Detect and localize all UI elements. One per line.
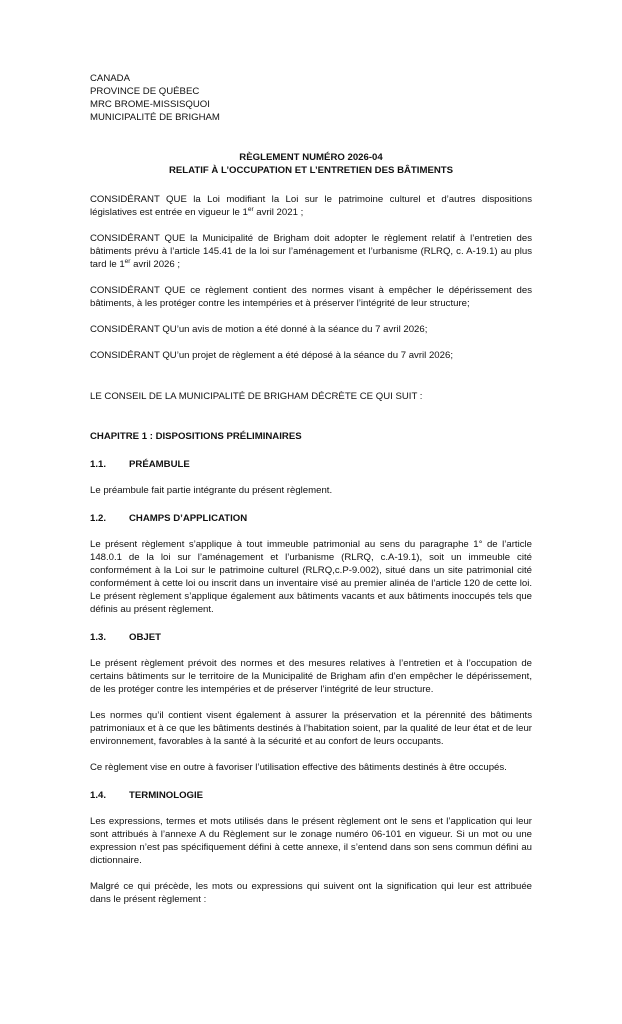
section-number: 1.1. — [90, 459, 107, 470]
chapter-heading: CHAPITRE 1 : DISPOSITIONS PRÉLIMINAIRES — [90, 431, 302, 442]
section-1-4-paragraph-2: Malgré ce qui précède, les mots ou expressions qui suivent ont la signification qui leur est attribuée dans le présent règlement : — [90, 881, 532, 905]
considerant-1-end: avril 2021 ; — [253, 207, 304, 218]
section-1-4-paragraph-1: Les expressions, termes et mots utilisés dans le présent règlement ont le sens et l’application qui leur sont attribués à l’annexe A du Règlement sur le zonage numéro 06-101 en vigueur. Si un mot ou une expression n’est pas spécifiquement défini à cette annexe, il s’entend dans son sens commun défini au dictionnaire. — [90, 816, 532, 866]
section-heading-1-3 — [90, 631, 532, 644]
section-1-2-paragraph: Le présent règlement s’applique à tout immeuble patrimonial au sens du paragraphe 1° de l’article 148.0.1 de la loi sur l’aménagement et l’urbanisme (RLRQ, c.A-19.1), soit un immeuble cité conformément à la Loi sur le patrimoine culturel (RLRQ,c.P-9.002), situé dans un site patrimonial cité conformément à cette loi ou inscrit dans un inventaire visé au premier alinéa de l’article 120 de cette loi. Le présent règlement s’applique également aux bâtiments vacants et aux bâtiments inoccupés tels que définis au présent règlement. — [90, 539, 532, 615]
considerant-4: CONSIDÉRANT QU’un avis de motion a été donné à la séance du 7 avril 2026; — [90, 324, 428, 335]
considerant-1 — [90, 193, 532, 219]
ordinal-suffix: er — [247, 206, 254, 213]
considerant-1-text: CONSIDÉRANT QUE la Loi modifiant la Loi sur le patrimoine culturel et d’autres dispositions législatives est entrée en vigueur le 1 — [90, 194, 532, 218]
header-municipality: MUNICIPALITÉ DE BRIGHAM — [90, 112, 220, 123]
considerant-2-text: CONSIDÉRANT QUE la Municipalité de Brigham doit adopter le règlement relatif à l’entretien des bâtiments prévu à l’article 145.41 de la loi sur l’aménagement et l’urbanisme (RLRQ, c. A-19.1) au plus tard le 1 — [90, 233, 532, 270]
title-line-1: RÈGLEMENT NUMÉRO 2026-04 — [239, 152, 383, 163]
considerant-3: CONSIDÉRANT QUE ce règlement contient des normes visant à empêcher le dépérissement des bâtiments, à les protéger contre les intempéries et à préserver l’intégrité de leur structure; — [90, 285, 532, 309]
header-province: PROVINCE DE QUÉBEC — [90, 86, 200, 97]
section-heading-1-2 — [90, 512, 532, 525]
council-decree: LE CONSEIL DE LA MUNICIPALITÉ DE BRIGHAM DÉCRÈTE CE QUI SUIT : — [90, 391, 423, 402]
section-number: 1.4. — [90, 790, 107, 801]
header-block — [90, 72, 532, 124]
document-page — [90, 72, 532, 906]
section-title: CHAMPS D’APPLICATION — [129, 513, 248, 524]
section-title: OBJET — [129, 632, 161, 643]
section-heading-1-4 — [90, 789, 532, 802]
ordinal-suffix: er — [124, 258, 131, 265]
section-heading-1-1 — [90, 458, 532, 471]
section-1-3-paragraph-3: Ce règlement vise en outre à favoriser l’utilisation effective des bâtiments destinés à être occupés. — [90, 762, 507, 773]
header-mrc: MRC BROME-MISSISQUOI — [90, 99, 210, 110]
section-1-3-paragraph-2: Les normes qu’il contient visent également à assurer la préservation et la pérennité des bâtiments patrimoniaux et à ce que les bâtiments destinés à l’habitation soient, par la qualité de leur état et de leur environnement, favorables à la santé à la sécurité et au confort de leurs occupants. — [90, 710, 532, 747]
considerant-5: CONSIDÉRANT QU’un projet de règlement a été déposé à la séance du 7 avril 2026; — [90, 350, 453, 361]
considerant-2-end: avril 2026 ; — [130, 259, 181, 270]
document-title — [90, 151, 532, 177]
section-title: PRÉAMBULE — [129, 459, 190, 470]
section-number: 1.2. — [90, 513, 107, 524]
section-title: TERMINOLOGIE — [129, 790, 204, 801]
title-line-2: RELATIF À L’OCCUPATION ET L’ENTRETIEN DES BÂTIMENTS — [168, 165, 454, 176]
section-1-3-paragraph-1: Le présent règlement prévoit des normes et des mesures relatives à l’entretien et à l’occupation de certains bâtiments sur le territoire de la Municipalité de Brigham afin d’en empêcher le dépérissement, de les protéger contre les intempéries et de préserver l’intégrité de leur structure. — [90, 658, 532, 695]
considerant-2 — [90, 232, 532, 271]
section-1-1-paragraph: Le préambule fait partie intégrante du présent règlement. — [90, 485, 333, 496]
section-number: 1.3. — [90, 632, 107, 643]
header-country: CANADA — [90, 73, 130, 84]
